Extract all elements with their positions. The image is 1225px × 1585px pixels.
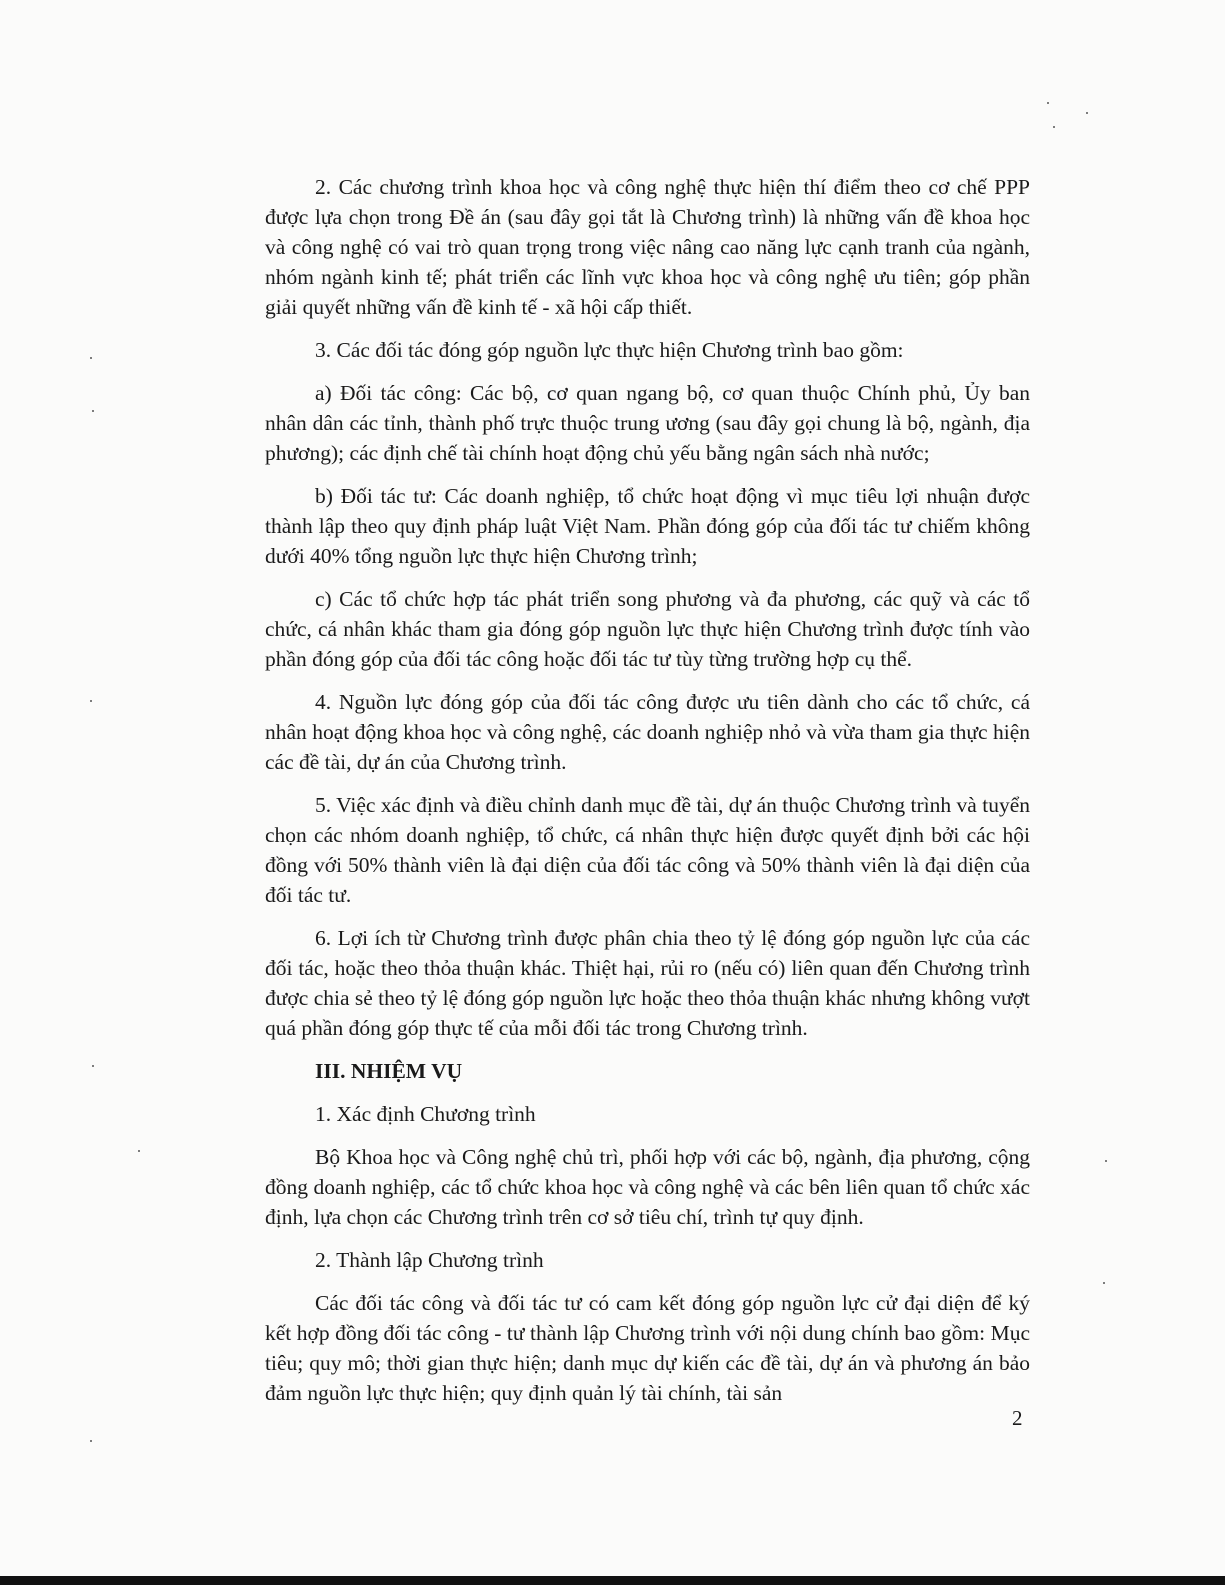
scan-speck xyxy=(1086,112,1088,114)
scan-speck xyxy=(90,700,92,702)
scan-speck xyxy=(92,1065,94,1067)
page-number: 2 xyxy=(1012,1406,1023,1430)
paragraph-resource-priority: 4. Nguồn lực đóng góp của đối tác công được ưu tiên dành cho các tổ chức, cá nhân hoạt động khoa học và công nghệ, các doanh nghiệp nhỏ và vừa tham gia thực hiện các đề tài, dự án của Chương trình. xyxy=(265,690,1030,774)
paragraph-programs-definition: 2. Các chương trình khoa học và công nghệ thực hiện thí điểm theo cơ chế PPP được lựa chọn trong Đề án (sau đây gọi tắt là Chương trình) là những vấn đề khoa học và công nghệ có vai trò quan trọng trong việc nâng cao năng lực cạnh tranh của ngành, nhóm ngành kinh tế; phát triển các lĩnh vực khoa học và công nghệ ưu tiên; góp phần giải quyết những vấn đề kinh tế - xã hội cấp thiết. xyxy=(265,175,1030,319)
scan-speck xyxy=(90,1440,92,1442)
paragraph-benefit-sharing: 6. Lợi ích từ Chương trình được phân chia theo tỷ lệ đóng góp nguồn lực của các đối tác, hoặc theo thỏa thuận khác. Thiệt hại, rủi ro (nếu có) liên quan đến Chương trình được chia sẻ theo tỷ lệ đóng góp nguồn lực hoặc theo thỏa thuận khác nhưng không vượt quá phần đóng góp thực tế của mỗi đối tác trong Chương trình. xyxy=(265,926,1030,1040)
paragraph-public-partner: a) Đối tác công: Các bộ, cơ quan ngang bộ, cơ quan thuộc Chính phủ, Ủy ban nhân dân các tỉnh, thành phố trực thuộc trung ương (sau đây gọi chung là bộ, ngành, địa phương); các định chế tài chính hoạt động chủ yếu bằng ngân sách nhà nước; xyxy=(265,381,1030,465)
subsection-body-identify: Bộ Khoa học và Công nghệ chủ trì, phối hợp với các bộ, ngành, địa phương, cộng đồng doanh nghiệp, các tổ chức khoa học và công nghệ và các bên liên quan tổ chức xác định, lựa chọn các Chương trình trên cơ sở tiêu chí, trình tự quy định. xyxy=(265,1145,1030,1229)
scan-speck xyxy=(92,410,94,412)
scan-speck xyxy=(1105,1160,1107,1162)
scan-speck xyxy=(138,1150,140,1152)
paragraph-partners-intro: 3. Các đối tác đóng góp nguồn lực thực hiện Chương trình bao gồm: xyxy=(315,338,904,362)
scan-speck xyxy=(1053,126,1055,128)
document-body xyxy=(265,172,1030,1421)
subsection-title-identify: 1. Xác định Chương trình xyxy=(315,1102,536,1126)
paragraph-private-partner: b) Đối tác tư: Các doanh nghiệp, tổ chức hoạt động vì mục tiêu lợi nhuận được thành lập theo quy định pháp luật Việt Nam. Phần đóng góp của đối tác tư chiếm không dưới 40% tổng nguồn lực thực hiện Chương trình; xyxy=(265,484,1030,568)
paragraph-selection-councils: 5. Việc xác định và điều chỉnh danh mục đề tài, dự án thuộc Chương trình và tuyển chọn các nhóm doanh nghiệp, tổ chức, cá nhân thực hiện được quyết định bởi các hội đồng với 50% thành viên là đại diện của đối tác công và 50% thành viên là đại diện của đối tác tư. xyxy=(265,793,1030,907)
subsection-body-establish: Các đối tác công và đối tác tư có cam kết đóng góp nguồn lực cử đại diện để ký kết hợp đồng đối tác công - tư thành lập Chương trình với nội dung chính bao gồm: Mục tiêu; quy mô; thời gian thực hiện; danh mục dự kiến các đề tài, dự án và phương án bảo đảm nguồn lực thực hiện; quy định quản lý tài chính, tài sản xyxy=(265,1291,1030,1405)
subsection-title-establish: 2. Thành lập Chương trình xyxy=(315,1248,544,1272)
scan-speck xyxy=(1103,1282,1105,1284)
scan-speck xyxy=(1047,102,1049,104)
paragraph-other-partners: c) Các tổ chức hợp tác phát triển song phương và đa phương, các quỹ và các tổ chức, cá nhân khác tham gia đóng góp nguồn lực thực hiện Chương trình được tính vào phần đóng góp của đối tác công hoặc đối tác tư tùy từng trường hợp cụ thể. xyxy=(265,587,1030,671)
scan-border-bottom xyxy=(0,1576,1225,1585)
scan-speck xyxy=(90,357,92,359)
section-heading-tasks: III. NHIỆM VỤ xyxy=(315,1059,463,1083)
